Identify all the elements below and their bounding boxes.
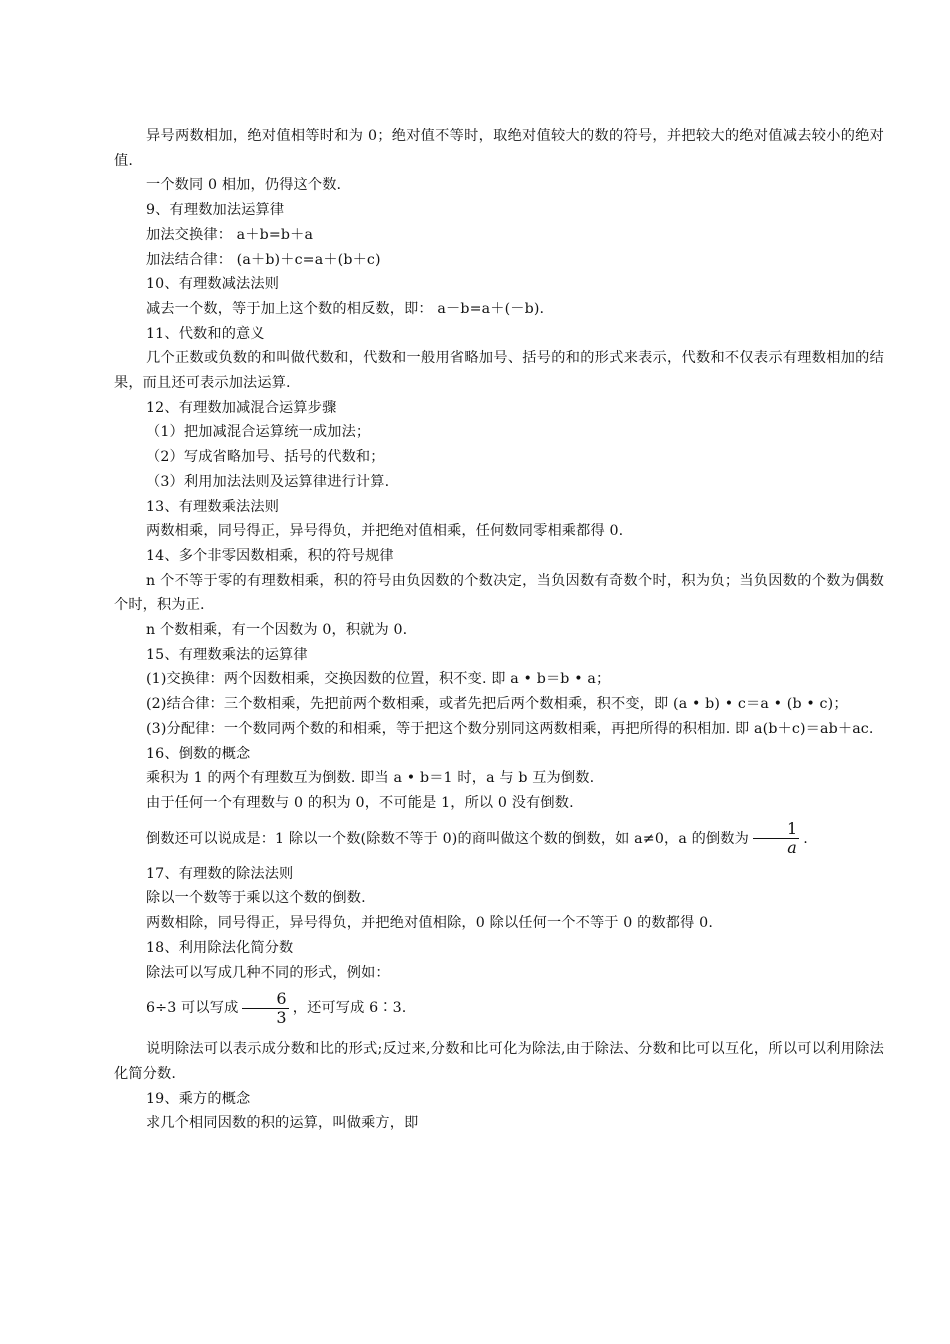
formula-line: 加法交换律： a＋b=b＋a: [146, 226, 314, 243]
paragraph: 两数相乘，同号得正，异号得负，并把绝对值相乘，任何数同零相乘都得 0.: [146, 523, 624, 540]
list-item: （3）利用加法法则及运算律进行计算.: [146, 473, 390, 490]
fraction-numerator: 1: [786, 819, 798, 839]
paragraph: n 个数相乘，有一个因数为 0，积就为 0.: [146, 622, 408, 639]
section-heading-10: 10、有理数减法法则: [146, 276, 280, 293]
section-heading-19: 19、乘方的概念: [146, 1090, 251, 1107]
list-item: (2)结合律：三个数相乘，先把前两个数相乘，或者先把后两个数相乘，积不变，即 (a • b) • c＝a • (b • c)；: [146, 696, 848, 713]
fraction: [753, 820, 799, 857]
formula-line: 加法结合律： (a＋b)＋c=a＋(b＋c): [146, 251, 381, 268]
paragraph: 除法可以写成几种不同的形式，例如：: [146, 964, 390, 981]
paragraph: 求几个相同因数的积的运算，叫做乘方，即: [146, 1115, 419, 1132]
section-heading-15: 15、有理数乘法的运算律: [146, 646, 308, 663]
paragraph-with-fraction: [114, 816, 884, 862]
section-heading-18: 18、利用除法化简分数: [146, 939, 294, 956]
list-item: （1）把加减混合运算统一成加法；: [146, 424, 371, 441]
section-heading-17: 17、有理数的除法法则: [146, 865, 294, 882]
section-heading-14: 14、多个非零因数相乘，积的符号规律: [146, 547, 394, 564]
section-heading-13: 13、有理数乘法法则: [146, 498, 280, 515]
paragraph: 两数相除，同号得正，异号得负，并把绝对值相除，0 除以任何一个不等于 0 的数都得 0.: [146, 915, 713, 932]
paragraph: 乘积为 1 的两个有理数互为倒数. 即当 a • b＝1 时，a 与 b 互为倒数.: [146, 770, 595, 787]
section-heading-9: 9、有理数加法运算律: [146, 202, 285, 219]
document-body: [114, 124, 884, 1136]
fraction-denominator: 3: [276, 1007, 287, 1027]
text-run: 倒数还可以说成是：1 除以一个数(除数不等于 0)的商叫做这个数的倒数，如 a≠0，a 的倒数为: [146, 830, 749, 847]
fraction-numerator: 6: [276, 988, 287, 1008]
paragraph: 几个正数或负数的和叫做代数和，代数和一般用省略加号、括号的和的形式来表示，代数和不仅表示有理数相加的结果，而且还可表示加法运算.: [114, 350, 884, 392]
text-run: .: [803, 830, 808, 847]
paragraph: n 个不等于零的有理数相乘，积的符号由负因数的个数决定，当负因数有奇数个时，积为负；当负因数的个数为偶数个时，积为正.: [114, 572, 884, 614]
paragraph: 说明除法可以表示成分数和比的形式;反过来,分数和比可化为除法,由于除法、分数和比可以互化，所以可以利用除法化简分数.: [114, 1041, 884, 1082]
section-heading-12: 12、有理数加减混合运算步骤: [146, 399, 337, 416]
list-item: (1)交换律：两个因数相乘，交换因数的位置，积不变. 即 a • b＝b • a；: [146, 671, 611, 688]
paragraph: 除以一个数等于乘以这个数的倒数.: [146, 890, 366, 907]
list-item: (3)分配律：一个数同两个数的和相乘，等于把这个数分别同这两数相乘，再把所得的积相加. 即 a(b＋c)＝ab＋ac.: [146, 720, 874, 737]
fraction-denominator: a: [787, 838, 797, 858]
section-heading-16: 16、倒数的概念: [146, 745, 251, 762]
paragraph: 减去一个数，等于加上这个数的相反数，即： a－b=a＋(－b).: [146, 300, 545, 317]
paragraph: 由于任何一个有理数与 0 的积为 0，不可能是 1，所以 0 没有倒数.: [146, 794, 574, 811]
text-run: 6÷3 可以写成: [146, 1000, 239, 1017]
paragraph: 异号两数相加，绝对值相等时和为 0；绝对值不等时，取绝对值较大的数的符号，并把较大的绝对值减去较小的绝对值.: [114, 128, 884, 169]
paragraph-with-fraction: [114, 985, 884, 1031]
list-item: （2）写成省略加号、括号的代数和；: [146, 449, 385, 466]
paragraph: 一个数同 0 相加，仍得这个数.: [146, 177, 342, 194]
section-heading-11: 11、代数和的意义: [146, 325, 265, 342]
text-run: ，还可写成 6∶3.: [292, 1000, 407, 1017]
fraction: [242, 990, 288, 1027]
